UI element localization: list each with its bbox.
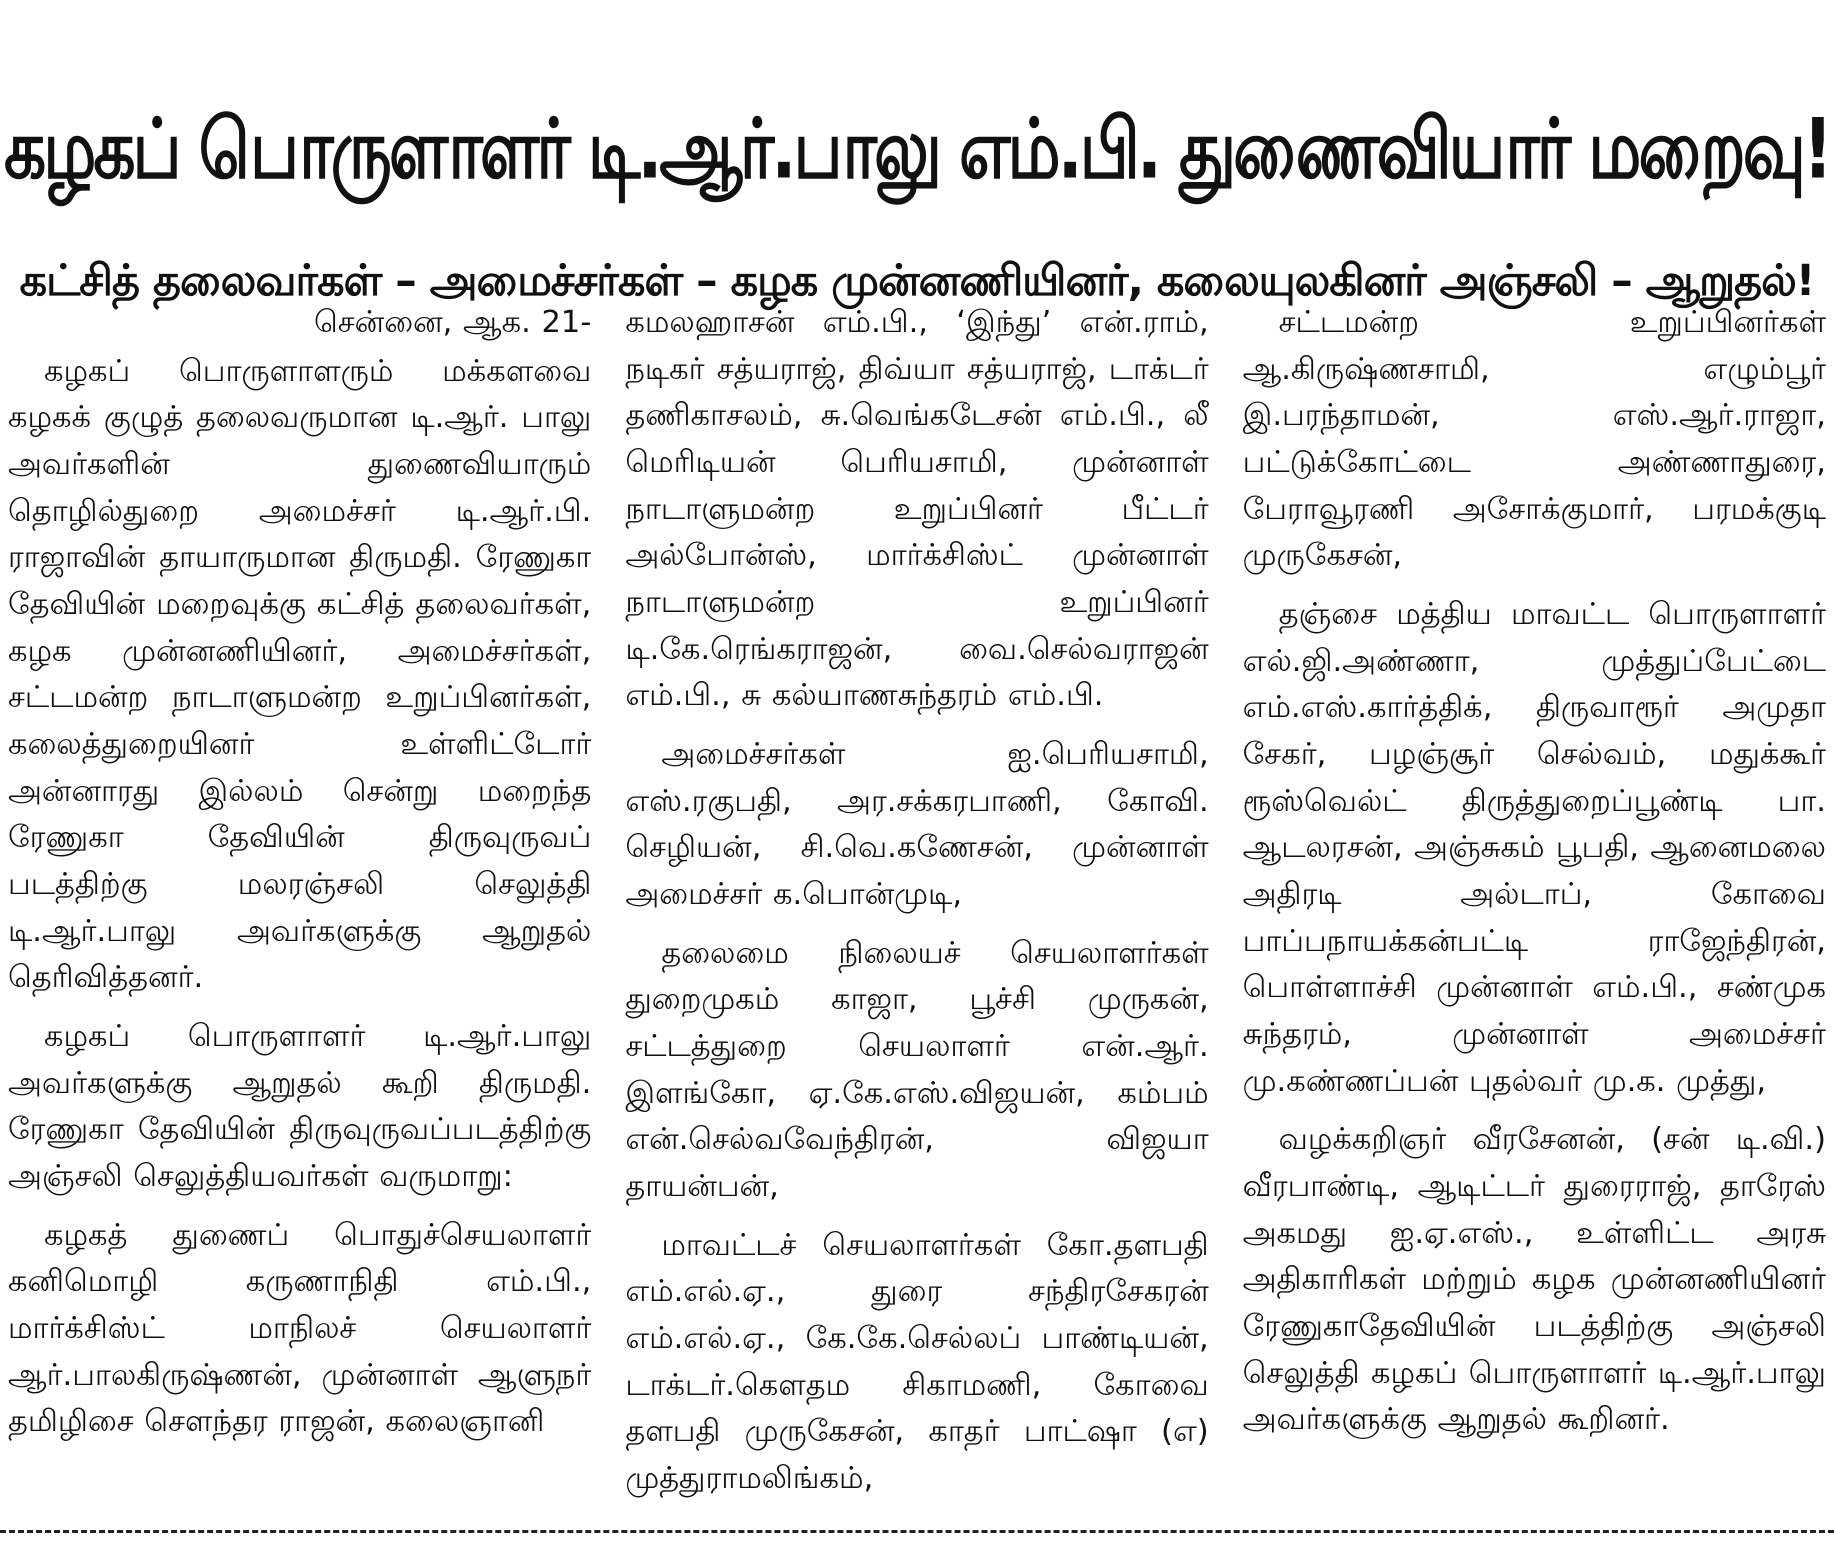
- paragraph: தலைமை நிலையச் செயலாளர்கள் துறைமுகம் காஜா, பூச்சி முருகன், சட்டத்துறை செயலாளர் என்.ஆர். இளங்கோ, ஏ.கே.எஸ்.விஜயன், கம்பம் என்.செல்வவேந்திரன், விஜயா தாயன்பன்,: [625, 935, 1209, 1205]
- paragraph: வழக்கறிஞர் வீரசேனன், (சன் டி.வி.) வீரபாண்டி, ஆடிட்டர் துரைராஜ், தாரேஸ் அகமது ஐ.ஏ.எஸ்., உள்ளிட்ட அரசு அதிகாரிகள் மற்றும் கழக முன்னணியினர் ரேணுகாதேவியின் படத்திற்கு அஞ்சலி செலுத்தி கழகப் பொருளாளர் டி.ஆர்.பாலு அவர்களுக்கு ஆறுதல் கூறினர்.: [1242, 1122, 1826, 1438]
- paragraph: கழகப் பொருளாளர் டி.ஆர்.பாலு அவர்களுக்கு ஆறுதல் கூறி திருமதி. ரேணுகா தேவியின் திருவுருவப்படத்திற்கு அஞ்சலி செலுத்தியவர்கள் வருமாறு:: [8, 1019, 592, 1195]
- subheadline: கட்சித் தலைவர்கள் – அமைச்சர்கள் – கழக முன்னணியினர், கலையுலகினர் அஞ்சலி – ஆறுதல்!: [19, 255, 1815, 306]
- paragraph: கழகத் துணைப் பொதுச்செயலாளர் கனிமொழி கருணாநிதி எம்.பி., மார்க்சிஸ்ட் மாநிலச் செயலாளர் ஆர்.பாலகிருஷ்ணன், முன்னாள் ஆளுநர் தமிழிசை சௌந்தர ராஜன், கலைஞானி: [8, 1217, 592, 1440]
- paragraph: அமைச்சர்கள் ஐ.பெரியசாமி, எஸ்.ரகுபதி, அர.சக்கரபாணி, கோவி. செழியன், சி.வெ.கணேசன், முன்னாள் அமைச்சர் க.பொன்முடி,: [625, 737, 1209, 913]
- paragraph: சட்டமன்ற உறுப்பினர்கள் ஆ.கிருஷ்ணசாமி, எழும்பூர் இ.பரந்தாமன், எஸ்.ஆர்.ராஜா, பட்டுக்கோட்டை அண்ணாதுரை, பேராவூரணி அசோக்குமார், பரமக்குடி முருகேசன்,: [1242, 305, 1826, 574]
- dateline: சென்னை, ஆக. 21-: [314, 305, 592, 340]
- paragraph: தஞ்சை மத்திய மாவட்ட பொருளாளர் எல்.ஜி.அண்ணா, முத்துப்பேட்டை எம்.எஸ்.கார்த்திக், திருவாரூர் அமுதா சேகர், பழஞ்சூர் செல்வம், மதுக்கூர் ரூஸ்வெல்ட் திருத்துறைப்பூண்டி பா. ஆடலரசன், அஞ்சுகம் பூபதி, ஆனைமலை அதிரடி அல்டாப், கோவை பாப்பநாயக்கன்பட்டி ராஜேந்திரன், பொள்ளாச்சி முன்னாள் எம்.பி., சண்முக சுந்தரம், முன்னாள் அமைச்சர் மு.கண்ணப்பன் புதல்வர் மு.க. முத்து,: [1242, 597, 1826, 1099]
- dashed-divider: [0, 1530, 1834, 1533]
- paragraph: கழகப் பொருளாளரும் மக்களவை கழகக் குழுத் தலைவருமான டி.ஆர். பாலு அவர்களின் துணைவியாரும் தொழில்துறை அமைச்சர் டி.ஆர்.பி. ராஜாவின் தாயாருமான திருமதி. ரேணுகா தேவியின் மறைவுக்கு கட்சித் தலைவர்கள், கழக முன்னணியினர், அமைச்சர்கள், சட்டமன்ற நாடாளுமன்ற உறுப்பினர்கள், கலைத்துறையினர் உள்ளிட்டோர் அன்னாரது இல்லம் சென்று மறைந்த ரேணுகா தேவியின் திருவுருவப் படத்திற்கு மலரஞ்சலி செலுத்தி டி.ஆர்.பாலு அவர்களுக்கு ஆறுதல் தெரிவித்தனர்.: [8, 353, 592, 996]
- article-body: [8, 300, 1826, 1520]
- paragraph: மாவட்டச் செயலாளர்கள் கோ.தளபதி எம்.எல்.ஏ., துரை சந்திரசேகரன் எம்.எல்.ஏ., கே.கே.செல்லப் பாண்டியன், டாக்டர்.கௌதம சிகாமணி, கோவை தளபதி முருகேசன், காதர் பாட்ஷா (எ) முத்துராமலிங்கம்,: [625, 1227, 1209, 1497]
- column-2: [625, 300, 1208, 1520]
- headline: கழகப் பொருளாளர் டி.ஆர்.பாலு எம்.பி. துணைவியார் மறைவு!: [4, 101, 1830, 198]
- column-1: [8, 300, 591, 1520]
- paragraph: கமலஹாசன் எம்.பி., ‘இந்து’ என்.ராம், நடிகர் சத்யராஜ், திவ்யா சத்யராஜ், டாக்டர் தணிகாசலம், சு.வெங்கடேசன் எம்.பி., லீ மெரிடியன் பெரியசாமி, முன்னாள் நாடாளுமன்ற உறுப்பினர் பீட்டர் அல்போன்ஸ், மார்க்சிஸ்ட் முன்னாள் நாடாளுமன்ற உறுப்பினர் டி.கே.ரெங்கராஜன், வை.செல்வராஜன் எம்.பி., சு கல்யாணசுந்தரம் எம்.பி.: [625, 305, 1209, 714]
- column-3: [1243, 300, 1826, 1520]
